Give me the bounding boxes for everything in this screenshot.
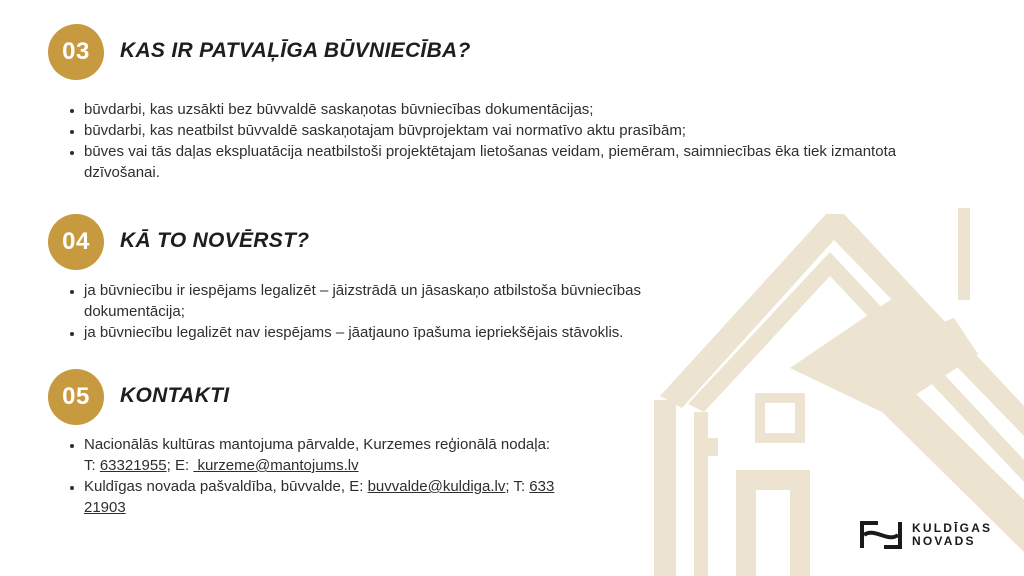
- section-number-badge: 05: [48, 369, 104, 425]
- logo-line-1: KULDĪGAS: [912, 521, 993, 535]
- section-number-badge: 04: [48, 214, 104, 270]
- kuldiga-logo-icon: [858, 519, 904, 551]
- contact-org: Kuldīgas novada pašvaldība, būvvalde,: [84, 478, 346, 495]
- contact-item: [84, 434, 644, 476]
- email-link[interactable]: kurzeme@mantojums.lv: [193, 457, 359, 474]
- phone-link-continued[interactable]: 21903: [84, 499, 126, 516]
- phone-link[interactable]: 633: [529, 478, 555, 495]
- section-title: KAS IR PATVAĻĪGA BŪVNIECĪBA?: [120, 39, 471, 62]
- list-item: • būves vai tās daļas ekspluatācija neatbilstoši projektētajam lietošanas veidam, piemēram, saimniecības ēka tiek izmantota dzīvošanai.: [84, 141, 954, 183]
- section-title: KĀ TO NOVĒRST?: [120, 229, 310, 252]
- kuldiga-logo: [858, 519, 992, 551]
- separator: ;: [166, 457, 171, 474]
- contact-item: [84, 476, 644, 518]
- prevention-list: [66, 280, 734, 343]
- definition-list: [66, 99, 984, 183]
- phone-label: T:: [513, 478, 526, 495]
- email-label: E:: [349, 478, 364, 495]
- section-number-badge: 03: [48, 24, 104, 80]
- email-link[interactable]: buvvalde@kuldiga.lv: [367, 478, 506, 495]
- section-title: KONTAKTI: [120, 384, 230, 407]
- separator: ;: [505, 478, 510, 495]
- list-item: • būvdarbi, kas neatbilst būvvaldē saskaņotajam būvprojektam vai normatīvo aktu prasībām;: [84, 120, 984, 141]
- list-item: • ja būvniecību ir iespējams legalizēt – jāizstrādā un jāsaskaņo atbilstoša būvniecības dokumentācija;: [84, 280, 734, 322]
- phone-link[interactable]: 63321955: [99, 457, 167, 474]
- list-item: • būvdarbi, kas uzsākti bez būvvaldē saskaņotas būvniecības dokumentācijas;: [84, 99, 984, 120]
- list-item: • ja būvniecību legalizēt nav iespējams – jāatjauno īpašuma iepriekšējais stāvoklis.: [84, 322, 734, 343]
- logo-wordmark: [912, 522, 992, 548]
- phone-label: T:: [84, 457, 96, 474]
- email-label: E:: [174, 457, 190, 474]
- logo-line-2: NOVADS: [912, 534, 976, 548]
- contact-org: Nacionālās kultūras mantojuma pārvalde, Kurzemes reģionālā nodaļa:: [84, 436, 551, 453]
- contacts-list: [66, 434, 644, 518]
